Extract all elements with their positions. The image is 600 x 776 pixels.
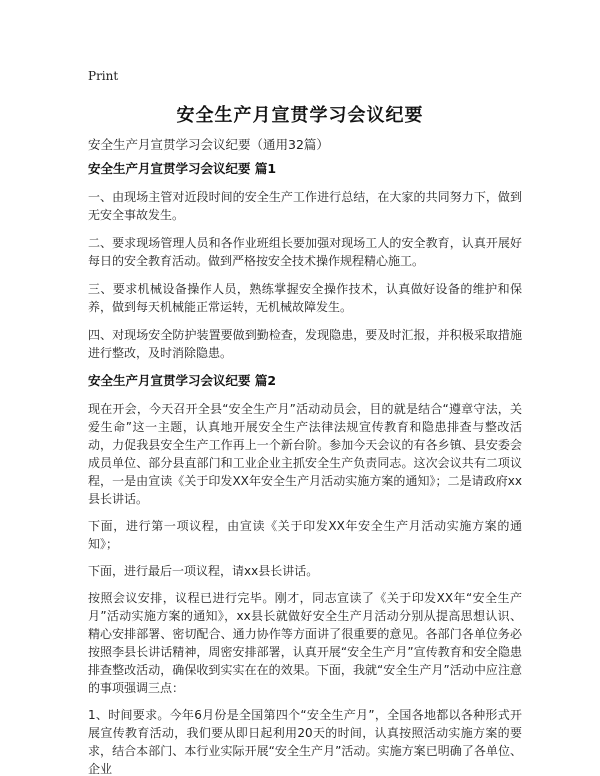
paragraph: 1、时间要求。今年6月份是全国第四个“安全生产月”，全国各地都以各种形式开展宣传教育活动，我们要从即日起利用20天的时间，认真按照活动实施方案的要求，结合本部门、本行业实际开展“安全生产月”活动。实施方案已明确了各单位、企业 (88, 708, 522, 776)
paragraph: 现在开会，今天召开全县“安全生产月”活动动员会，目的就是结合“遵章守法，关爱生命”这一主题，认真地开展安全生产法律法规宣传教育和隐患排查与整改活动，力促我县安全生产工作再上一个新台阶。参加今天会议的有各乡镇、县安委会成员单位、部分县直部门和工业企业主抓安全生产负责同志。这次会议共有二项议程，一是由宣读《关于印发XX年安全生产月活动实施方案的通知》；二是请政府xx县长讲话。 (88, 402, 522, 506)
paragraph: 三、要求机械设备操作人员，熟练掌握安全操作技术，认真做好设备的维护和保养，做到每天机械能正常运转，无机械故障发生。 (88, 282, 522, 314)
paragraph: 四、对现场安全防护装置要做到勤检查，发现隐患，要及时汇报，并积极采取措施进行整改，及时消除隐患。 (88, 328, 522, 360)
section-heading: 安全生产月宣贯学习会议纪要 篇2 (88, 373, 277, 388)
section-heading: 安全生产月宣贯学习会议纪要 篇1 (88, 161, 277, 176)
paragraph: 二、要求现场管理人员和各作业班组长要加强对现场工人的安全教育，认真开展好每日的安全教育活动。做到严格按安全技术操作规程精心施工。 (88, 236, 522, 268)
paragraph: 一、由现场主管对近段时间的安全生产工作进行总结，在大家的共同努力下，做到无安全事故发生。 (88, 190, 522, 222)
document-title: 安全生产月宣贯学习会议纪要 (176, 105, 424, 126)
paragraph: 下面，进行最后一项议程，请xx县长讲话。 (88, 564, 319, 578)
document-subtitle: 安全生产月宣贯学习会议纪要（通用32篇） (88, 137, 329, 152)
document-body (88, 160, 522, 776)
paragraph: 按照会议安排，议程已进行完毕。刚才，同志宣读了《关于印发XX年“安全生产月”活动实施方案的通知》，xx县长就做好安全生产月活动分别从提高思想认识、精心安排部署、密切配合、通力协作等方面讲了很重要的意见。各部门各单位务必按照李县长讲话精神，周密安排部署，认真开展“安全生产月”宣传教育和安全隐患排查整改活动，确保收到实实在在的效果。下面，我就“安全生产月”活动中应注意的事项强调三点： (88, 591, 522, 695)
paragraph: 下面，进行第一项议程，由宣读《关于印发XX年安全生产月活动实施方案的通知》； (88, 519, 522, 551)
print-label: Print (88, 69, 119, 83)
